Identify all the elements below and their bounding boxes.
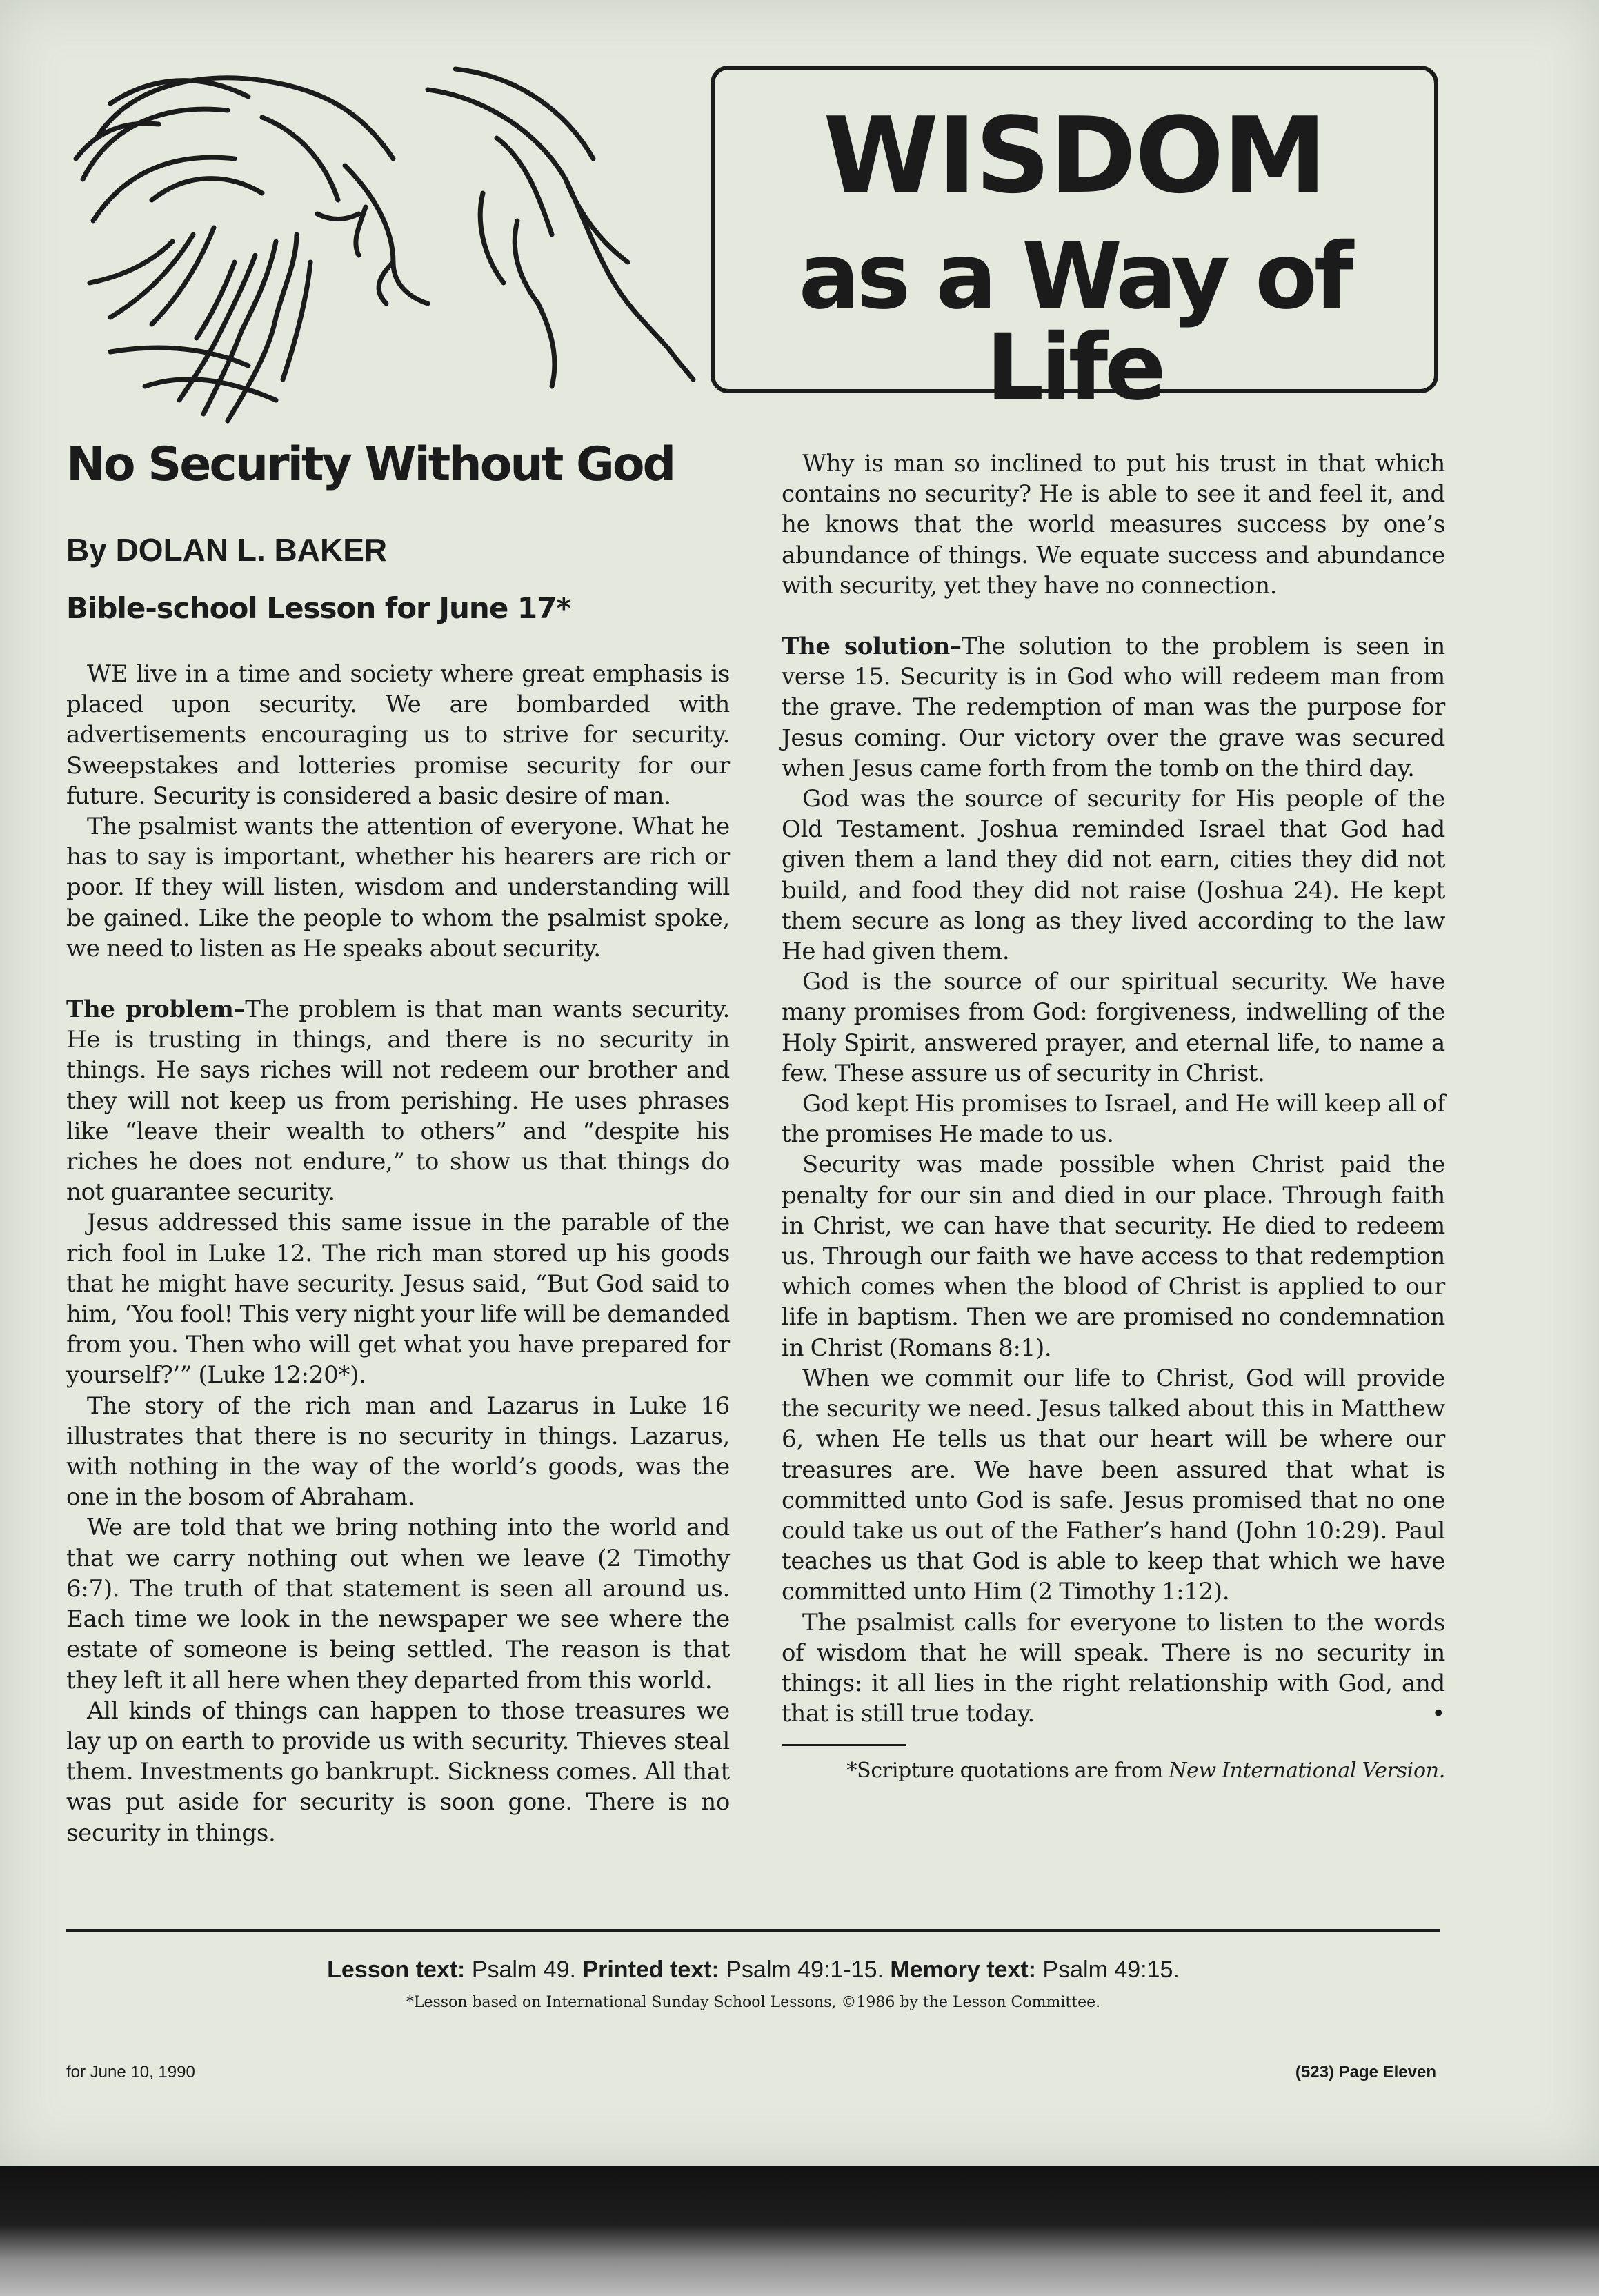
article-headline: No Security Without God (66, 437, 675, 492)
paragraph-text: The solution to the problem is seen in verse 15. Security is in God who will redeem man from the grave. The redemption of man was the purpose for Jesus coming. Our victory over the grave was secured when Jesus came forth from the tomb on the third day. (782, 633, 1445, 782)
paragraph (782, 631, 1445, 784)
paragraph: God was the source of security for His people of the Old Testament. Joshua reminded Israel that God had given them a land they did not earn, cities they did not build, and food they did not raise (Joshua 24). He kept them secure as long as they lived according to the law He had given them. (782, 785, 1445, 966)
footer-divider (66, 1929, 1440, 1932)
scan-background (0, 2166, 1599, 2296)
paragraph-text: The problem is that man wants security. He is trusting in things, and there is no security in things. He says riches will not redeem our brother and they will not keep us from perishing. He uses phrases like “leave their wealth to others” and “despite his riches he does not endure,” to show us that things do not guarantee security. (66, 996, 730, 1207)
article-byline: By DOLAN L. BAKER (66, 532, 388, 568)
scripture-footnote (782, 1756, 1445, 1786)
series-title: WISDOM (823, 95, 1326, 217)
paragraph: When we commit our life to Christ, God will provide the security we need. Jesus talked about this in Matthew 6, when He tells us that our heart will be where our treasures are. We have been assured that what is committed unto God is safe. Jesus promised that no one could take us out of the Father’s hand (John 10:29). Paul teaches us that God is able to keep that which we have committed unto Him (2 Timothy 1:12). (782, 1364, 1445, 1606)
footnote-text: *Scripture quotations are from (846, 1759, 1169, 1783)
issue-date: for June 10, 1990 (66, 2063, 195, 2081)
memory-text-value: Psalm 49:15. (1035, 1957, 1180, 1983)
paragraph: Jesus addressed this same issue in the parable of the rich fool in Luke 12. The rich man stored up his goods that he might have security. Jesus said, “But God said to him, ‘You fool! This very night your life will be demanded from you. Then who will get what you have prepared for yourself?’” (Luke 12:20*). (66, 1209, 730, 1389)
paragraph: Security was made possible when Christ paid the penalty for our sin and died in our place. Through faith in Christ, we can have that security. He died to redeem us. Through our faith we have access to that redemption which comes when the blood of Christ is applied to our life in baptism. Then we are promised no condemnation in Christ (Romans 8:1). (782, 1151, 1445, 1362)
series-subtitle: as a Way of Life (798, 224, 1351, 421)
paragraph: Why is man so inclined to put his trust in that which contains no security? He is able to see it and feel it, and he knows that the world measures success by one’s abundance of things. We equate success and abundance with security, yet they have no connection. (782, 450, 1445, 600)
lesson-texts (66, 1957, 1440, 1983)
left-column (66, 659, 730, 1848)
copyright-note: *Lesson based on International Sunday School Lessons, ©1986 by the Lesson Committee. (406, 1994, 1101, 2011)
memory-text-label: Memory text: (890, 1957, 1036, 1983)
paragraph: WE live in a time and society where great emphasis is placed upon security. We are bombarded with advertisements encouraging us to strive for security. Sweepstakes and lotteries promise security for our future. Security is considered a basic desire of man. (66, 660, 730, 810)
paragraph: God is the source of our spiritual security. We have many promises from God: forgiveness, indwelling of the Holy Spirit, answered prayer, and eternal life, to name a few. These assure us of security in Christ. (782, 968, 1445, 1087)
right-column (782, 448, 1445, 1787)
printed-text-label: Printed text: (582, 1957, 719, 1983)
page-number: (523) Page Eleven (1295, 2063, 1436, 2081)
paragraph (66, 994, 730, 1207)
lesson-text-value: Psalm 49. (465, 1957, 583, 1983)
paragraph: The psalmist wants the attention of everyone. What he has to say is important, whether his hearers are rich or poor. If they will listen, wisdom and understanding will be gained. Like the people to whom the psalmist spoke, we need to listen as He speaks about security. (66, 813, 730, 962)
end-mark: • (1431, 1700, 1445, 1728)
section-heading-solution: The solution– (782, 633, 962, 661)
footnote-version: New International Version. (1169, 1759, 1445, 1783)
printed-text-value: Psalm 49:1-15. (719, 1957, 891, 1983)
lesson-date: Bible-school Lesson for June 17* (66, 591, 571, 625)
paragraph: The story of the rich man and Lazarus in Luke 16 illustrates that there is no security in things. Lazarus, with nothing in the way of the world’s goods, was the one in the bosom of Abraham. (66, 1392, 730, 1512)
lesson-text-label: Lesson text: (327, 1957, 466, 1983)
paragraph (782, 1607, 1445, 1730)
section-heading-problem: The problem– (66, 996, 246, 1024)
footnote-rule (782, 1744, 906, 1746)
paragraph: God kept His promises to Israel, and He will keep all of the promises He made to us. (782, 1090, 1445, 1149)
psalmist-illustration (69, 55, 759, 442)
paragraph: All kinds of things can happen to those treasures we lay up on earth to provide us with security. Thieves steal them. Investments go bankrupt. Sickness comes. All that was put aside for security is soon gone. There is no security in things. (66, 1696, 730, 1847)
paragraph-text: The psalmist calls for everyone to listen to the words of wisdom that he will speak. There is no security in things: it all lies in the right relationship with God, and that is still true today. (782, 1608, 1445, 1728)
paragraph: We are told that we bring nothing into the world and that we carry nothing out when we leave (2 Timothy 6:7). The truth of that statement is seen all around us. Each time we look in the newspaper we see where the estate of someone is being settled. The reason is that they left it all here when they departed from this world. (66, 1514, 730, 1694)
